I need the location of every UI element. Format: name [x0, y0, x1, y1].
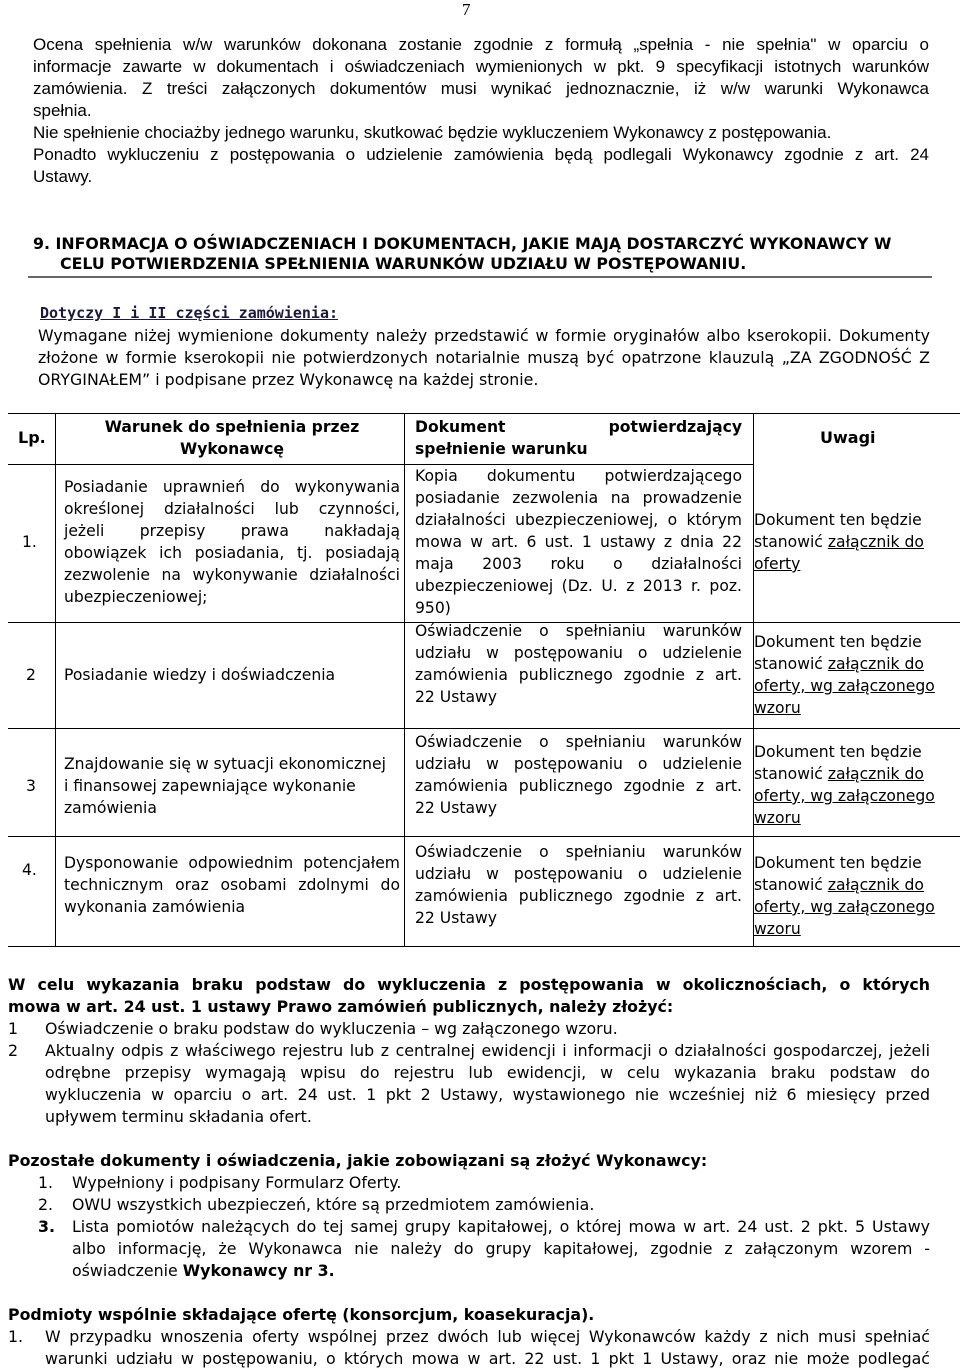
list-item-text: oświadczenie — [72, 1261, 183, 1280]
exclusion-heading: W celu wykazania braku podstaw do wykluczenia z postępowania w okolicznościach, o których — [8, 975, 930, 994]
document-cell — [415, 841, 742, 929]
list-item: wykluczenia w oparciu o art. 24 ust. 1 pkt 2 Ustawy, wystawionego nie wcześniej niż 6 miesięcy przed — [45, 1085, 930, 1104]
condition-line: i finansowej zapewniające wykonanie — [64, 777, 356, 795]
document-cell — [415, 465, 742, 619]
condition-line: technicznym oraz osobami zdolnymi do — [64, 876, 400, 894]
condition-line: Znajdowanie się w sytuacji ekonomicznej — [64, 755, 386, 773]
column-header-document — [415, 416, 742, 460]
document-line: udziału w postępowaniu o udzielenie — [415, 865, 742, 883]
document-line: zamówienia publicznego zgodnie z art. — [415, 887, 742, 905]
notes-line: Dokument ten będzie — [754, 633, 922, 651]
list-item — [72, 1261, 335, 1281]
condition-line: obowiązek ich posiadania, tj. posiadają — [64, 544, 400, 562]
document-line: 22 Ustawy — [415, 799, 497, 817]
intro-line: spełnia. — [33, 101, 92, 120]
list-item: albo informację, że Wykonawca nie należy do grupy kapitałowej, zgodnie z załączonym wzorem - — [72, 1239, 930, 1258]
consortium-heading: Podmioty wspólnie składające ofertę (konsorcjum, koasekuracja). — [8, 1305, 595, 1324]
document-line: Oświadczenie o spełnianiu warunków — [415, 733, 742, 751]
requirements-line: Wymagane niżej wymienione dokumenty należy przedstawić w formie oryginałów albo kserokopii. Dokumenty — [38, 326, 930, 345]
document-line: 22 Ustawy — [415, 688, 497, 706]
notes-link: wzoru — [754, 809, 801, 827]
notes-cell — [754, 741, 958, 829]
list-item-number: 2 — [8, 1041, 19, 1060]
list-item-number: 3. — [38, 1217, 55, 1236]
section-heading-cont: CELU POTWIERDZENIA SPEŁNIENIA WARUNKÓW UDZIAŁU W POSTĘPOWANIU. — [60, 254, 747, 273]
document-line: posiadanie zezwolenia na prowadzenie — [415, 489, 742, 507]
condition-line: ubezpieczeniowej; — [64, 588, 208, 606]
intro-line: Ponadto wykluczeniu z postępowania o udzielenie zamówienia będą podlegali Wykonawcy zgodnie z art. 24 — [33, 145, 929, 164]
document-line: zamówienia publicznego zgodnie z art. — [415, 666, 742, 684]
notes-link: oferty, wg załączonego — [754, 677, 935, 695]
notes-text: stanowić — [754, 655, 828, 673]
notes-cell — [754, 631, 958, 719]
intro-line: Ocena spełnienia w/w warunków dokonana zostanie zgodnie z formułą „spełnia - nie spełnia" w oparciu o — [33, 35, 929, 54]
condition-line: wykonania zamówienia — [64, 898, 246, 916]
intro-line: zamówienia. Z treści załączonych dokumentów musi wynikać jednoznacznie, iż w/w warunki Wykonawca — [33, 79, 929, 98]
intro-line: informacje zawarte w dokumentach i oświadczeniach wymienionych w pkt. 9 specyfikacji istotnych warunków — [33, 57, 929, 76]
notes-link: załącznik do — [827, 876, 924, 894]
notes-link: oferty, wg załączonego — [754, 787, 935, 805]
list-item-number: 1. — [8, 1327, 24, 1346]
document-line: zamówienia publicznego zgodnie z art. — [415, 777, 742, 795]
notes-cell — [754, 852, 958, 940]
condition-line: Posiadanie wiedzy i doświadczenia — [64, 666, 336, 684]
column-header-lp: Lp. — [18, 428, 46, 447]
row-number: 2 — [26, 666, 36, 684]
column-header-condition — [64, 416, 400, 460]
condition-cell — [64, 852, 400, 918]
notes-link: załącznik do — [827, 655, 924, 673]
document-line: 950) — [415, 599, 451, 617]
notes-cell — [754, 509, 958, 575]
document-line: Kopia dokumentu potwierdzającego — [415, 467, 742, 485]
notes-link: wzoru — [754, 699, 801, 717]
exclusion-heading-cont: mowa w art. 24 ust. 1 ustawy Prawo zamówień publicznych, należy złożyć: — [8, 997, 674, 1016]
document-cell — [415, 731, 742, 819]
condition-line: jeżeli przepisy prawa nakładają — [64, 522, 400, 540]
column-header-document-line: spełnienie warunku — [415, 440, 588, 458]
document-line: Oświadczenie o spełnianiu warunków — [415, 622, 742, 640]
page-number: 7 — [462, 0, 471, 19]
requirements-line: złożone w formie kserokopii nie potwierdzonych notarialnie muszą być opatrzone klauzulą „ZA ZGODNOŚĆ Z — [38, 348, 930, 367]
document-line: udziału w postępowaniu o udzielenie — [415, 755, 742, 773]
notes-text: stanowić — [754, 876, 828, 894]
condition-cell — [64, 664, 400, 686]
condition-cell — [64, 753, 400, 819]
condition-line: zamówienia — [64, 799, 157, 817]
list-item-number: 2. — [38, 1195, 54, 1214]
column-header-document-line: Dokument potwierdzający — [415, 418, 742, 436]
section-heading: 9. INFORMACJA O OŚWIADCZENIACH I DOKUMENTACH, JAKIE MAJĄ DOSTARCZYĆ WYKONAWCY W — [33, 234, 892, 253]
condition-line: Posiadanie uprawnień do wykonywania — [64, 478, 400, 496]
column-header-condition-line: Wykonawcę — [180, 440, 284, 458]
notes-line: Dokument ten będzie — [754, 511, 922, 529]
notes-link: wzoru — [754, 920, 801, 938]
notes-link: oferty — [754, 555, 801, 573]
other-docs-heading: Pozostałe dokumenty i oświadczenia, jakie zobowiązani są złożyć Wykonawcy: — [8, 1151, 708, 1170]
condition-line: Dysponowanie odpowiednim potencjałem — [64, 854, 400, 872]
list-item: OWU wszystkich ubezpieczeń, które są przedmiotem zamówienia. — [72, 1195, 595, 1214]
notes-text: stanowić — [754, 533, 828, 551]
document-line: ubezpieczeniowej (Dz. U. z 2013 r. poz. — [415, 577, 742, 595]
list-item: Wypełniony i podpisany Formularz Oferty. — [72, 1173, 402, 1192]
row-number: 1. — [22, 533, 37, 551]
document-line: działalności ubezpieczeniowej, o którym — [415, 511, 742, 529]
document-cell — [415, 620, 742, 708]
list-item-number: 1 — [8, 1019, 19, 1038]
list-item: Lista pomiotów należących do tej samej grupy kapitałowej, o której mowa w art. 24 ust. 2 pkt. 5 Ustawy — [72, 1217, 930, 1236]
condition-cell — [64, 476, 400, 608]
condition-line: zezwolenie na wykonywanie działalności — [64, 566, 400, 584]
document-line: udziału w postępowaniu o udzielenie — [415, 644, 742, 662]
notes-link: załącznik do — [827, 533, 924, 551]
list-item-bold: Wykonawcy nr 3. — [182, 1261, 335, 1280]
notes-text: stanowić — [754, 765, 828, 783]
requirements-line: ORYGINAŁEM” i podpisane przez Wykonawcę na każdej stronie. — [38, 370, 539, 389]
list-item: W przypadku wnoszenia oferty wspólnej przez dwóch lub więcej Wykonawców każdy z nich musi spełniać — [45, 1327, 930, 1346]
row-number: 4. — [22, 861, 37, 879]
list-item: odrębne przepisy wymagają wpisu do rejestru lub ewidencji, w celu wykazania braku podstaw do — [45, 1063, 930, 1082]
list-item: Oświadczenie o braku podstaw do wykluczenia – wg załączonego wzoru. — [45, 1019, 618, 1038]
list-item: Aktualny odpis z właściwego rejestru lub z centralnej ewidencji i informacji o działalności gospodarczej, jeżeli — [45, 1041, 930, 1060]
notes-line: Dokument ten będzie — [754, 743, 922, 761]
column-header-notes: Uwagi — [820, 428, 876, 447]
document-line: 22 Ustawy — [415, 909, 497, 927]
document-line: mowa w art. 6 ust. 1 ustawy z dnia 22 — [415, 533, 742, 551]
notes-link: załącznik do — [827, 765, 924, 783]
document-line: maja 2003 roku o działalności — [415, 555, 742, 573]
intro-line: Ustawy. — [33, 167, 93, 186]
notes-link: oferty, wg załączonego — [754, 898, 935, 916]
list-item-number: 1. — [38, 1173, 54, 1192]
list-item: warunki udziału w postępowaniu, o których mowa w art. 22 ust. 1 pkt 1 Ustawy, oraz nie może podlegać — [45, 1349, 930, 1368]
row-number: 3 — [26, 777, 36, 795]
applies-to-label: Dotyczy I i II części zamówienia: — [40, 304, 339, 322]
notes-line: Dokument ten będzie — [754, 854, 922, 872]
intro-line: Nie spełnienie chociażby jednego warunku, skutkować będzie wykluczeniem Wykonawcy z postępowania. — [33, 123, 832, 142]
column-header-condition-line: Warunek do spełnienia przez — [104, 418, 360, 436]
document-line: Oświadczenie o spełnianiu warunków — [415, 843, 742, 861]
condition-line: określonej działalności lub czynności, — [64, 500, 400, 518]
list-item: upływem terminu składania ofert. — [45, 1107, 312, 1126]
